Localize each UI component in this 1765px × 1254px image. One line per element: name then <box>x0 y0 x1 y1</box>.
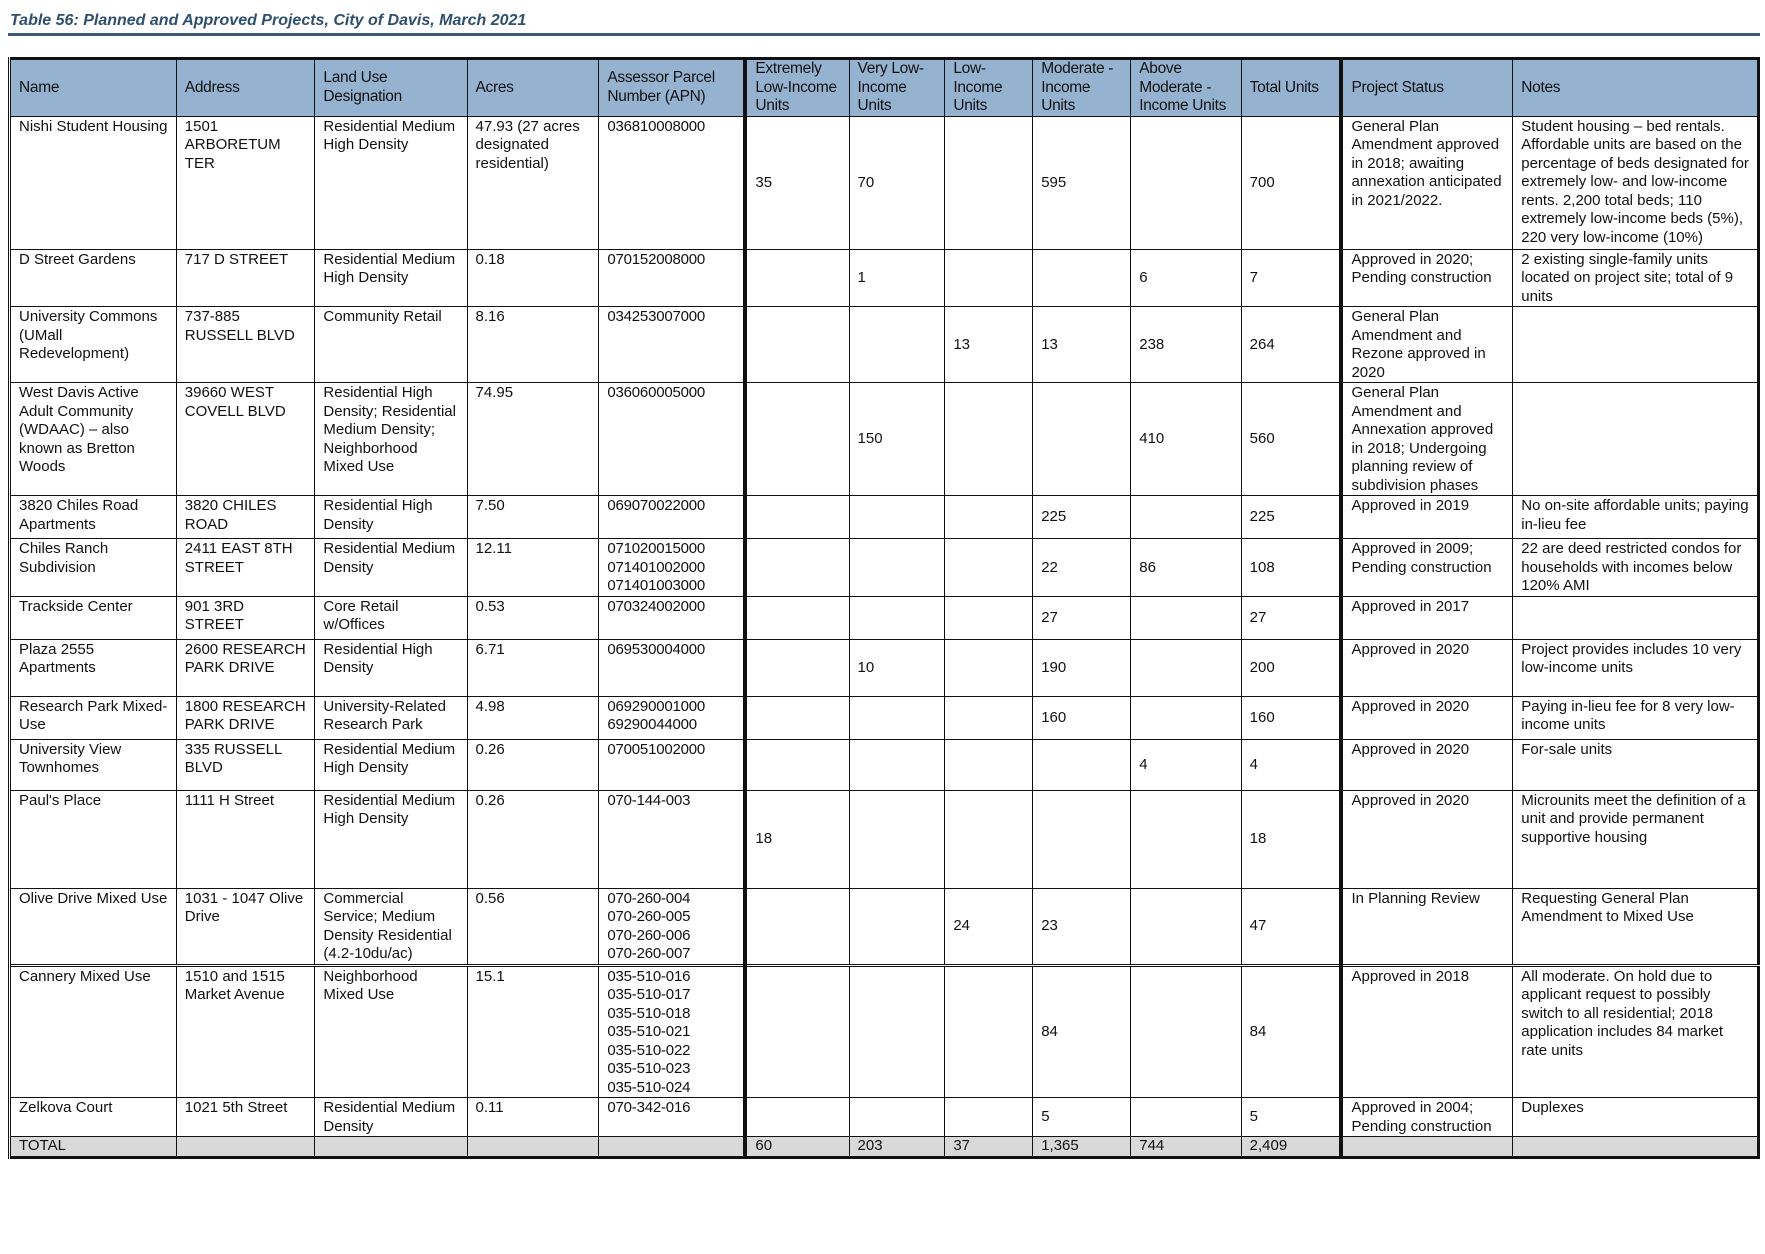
col-header-apn: Assessor Parcel Number (APN) <box>599 59 746 117</box>
col-header-acres: Acres <box>467 59 599 117</box>
cell-low <box>945 1098 1033 1137</box>
apn-value: 069290001000 <box>607 697 706 715</box>
cell-name: Paul's Place <box>10 790 177 888</box>
cell-name: Plaza 2555 Apartments <box>10 639 177 696</box>
cell-address: 2411 EAST 8TH STREET <box>176 539 315 597</box>
cell-address: 1021 5th Street <box>176 1098 315 1137</box>
cell-extremely-low <box>745 307 849 383</box>
cell-address: 901 3RD STREET <box>176 596 315 639</box>
cell-status: Approved in 2020 <box>1341 790 1512 888</box>
cell-very-low: 150 <box>849 383 945 496</box>
table-row <box>10 965 1759 1098</box>
cell-land-use: Neighborhood Mixed Use <box>315 965 467 1098</box>
total-label: TOTAL <box>10 1137 177 1158</box>
total-empty-cell <box>315 1137 467 1158</box>
cell-very-low <box>849 496 945 539</box>
col-header-name: Name <box>10 59 177 117</box>
cell-notes: 22 are deed restricted condos for households with incomes below 120% AMI <box>1513 539 1759 597</box>
cell-moderate: 190 <box>1033 639 1131 696</box>
apn-value: 070-260-005 <box>607 908 691 925</box>
col-header-address: Address <box>176 59 315 117</box>
cell-name: Chiles Ranch Subdivision <box>10 539 177 597</box>
cell-moderate: 5 <box>1033 1098 1131 1137</box>
cell-low <box>945 965 1033 1098</box>
cell-status: General Plan Amendment approved in 2018; awaiting annexation anticipated in 2021/2022. <box>1341 116 1512 249</box>
cell-extremely-low <box>745 639 849 696</box>
cell-apn <box>599 496 746 539</box>
apn-value: 070-260-007 <box>607 945 691 962</box>
cell-extremely-low <box>745 965 849 1098</box>
cell-very-low: 70 <box>849 116 945 249</box>
cell-address: 1111 H Street <box>176 790 315 888</box>
cell-name: Research Park Mixed-Use <box>10 696 177 739</box>
table-row <box>10 307 1759 383</box>
cell-status: Approved in 2020 <box>1341 639 1512 696</box>
apn-value: 035-510-016 <box>607 967 691 985</box>
apn-value: 071020015000 <box>607 540 706 557</box>
cell-moderate: 27 <box>1033 596 1131 639</box>
cell-apn <box>599 696 746 739</box>
cell-name: West Davis Active Adult Community (WDAAC) – also known as Bretton Woods <box>10 383 177 496</box>
apn-value: 035-510-023 <box>607 1060 691 1077</box>
cell-very-low <box>849 888 945 965</box>
cell-land-use: Residential High Density <box>315 496 467 539</box>
cell-apn <box>599 539 746 597</box>
apn-value: 069530004000 <box>607 640 706 658</box>
cell-above-moderate <box>1131 496 1241 539</box>
apn-value: 070-342-016 <box>607 1099 691 1116</box>
cell-land-use: Residential Medium High Density <box>315 739 467 790</box>
cell-low: 13 <box>945 307 1033 383</box>
cell-land-use: Core Retail w/Offices <box>315 596 467 639</box>
cell-moderate: 84 <box>1033 965 1131 1098</box>
cell-status: Approved in 2020 <box>1341 696 1512 739</box>
cell-moderate <box>1033 249 1131 307</box>
cell-total: 84 <box>1241 965 1341 1098</box>
cell-land-use: Residential Medium High Density <box>315 790 467 888</box>
cell-extremely-low <box>745 383 849 496</box>
cell-apn <box>599 383 746 496</box>
cell-land-use: University-Related Research Park <box>315 696 467 739</box>
cell-apn <box>599 965 746 1098</box>
cell-name: Cannery Mixed Use <box>10 965 177 1098</box>
apn-value: 035-510-017 <box>607 986 691 1003</box>
cell-moderate <box>1033 383 1131 496</box>
apn-value: 035-510-024 <box>607 1078 691 1096</box>
col-header-total: Total Units <box>1241 59 1341 117</box>
total-empty-cell <box>1513 1137 1759 1158</box>
cell-low <box>945 639 1033 696</box>
cell-notes <box>1513 307 1759 383</box>
cell-extremely-low <box>745 496 849 539</box>
table-row <box>10 116 1759 249</box>
cell-name: Trackside Center <box>10 596 177 639</box>
cell-land-use: Community Retail <box>315 307 467 383</box>
cell-above-moderate: 4 <box>1131 739 1241 790</box>
cell-acres: 8.16 <box>467 307 599 383</box>
cell-low <box>945 739 1033 790</box>
cell-apn <box>599 1098 746 1137</box>
cell-very-low <box>849 307 945 383</box>
cell-very-low <box>849 539 945 597</box>
cell-very-low <box>849 1098 945 1137</box>
total-empty-cell <box>599 1137 746 1158</box>
cell-low <box>945 539 1033 597</box>
apn-value: 070324002000 <box>607 597 706 615</box>
cell-address: 1501 ARBORETUM TER <box>176 116 315 249</box>
cell-very-low <box>849 965 945 1098</box>
total-moderate: 1,365 <box>1033 1137 1131 1158</box>
cell-low <box>945 696 1033 739</box>
projects-table <box>8 57 1760 1159</box>
cell-status: In Planning Review <box>1341 888 1512 965</box>
cell-status: Approved in 2004; Pending construction <box>1341 1098 1512 1137</box>
cell-above-moderate <box>1131 965 1241 1098</box>
table-row <box>10 790 1759 888</box>
cell-very-low <box>849 739 945 790</box>
cell-status: Approved in 2020; Pending construction <box>1341 249 1512 307</box>
cell-land-use: Residential Medium Density <box>315 539 467 597</box>
apn-value: 070152008000 <box>607 250 706 268</box>
table-row <box>10 639 1759 696</box>
col-header-above-moderate: Above Moderate - Income Units <box>1131 59 1241 117</box>
cell-extremely-low <box>745 888 849 965</box>
cell-acres: 47.93 (27 acres designated residential) <box>467 116 599 249</box>
cell-notes: Microunits meet the definition of a unit and provide permanent supportive housing <box>1513 790 1759 888</box>
cell-notes: 2 existing single-family units located on project site; total of 9 units <box>1513 249 1759 307</box>
cell-above-moderate <box>1131 596 1241 639</box>
cell-above-moderate <box>1131 888 1241 965</box>
apn-value: 036060005000 <box>607 384 706 401</box>
cell-above-moderate: 6 <box>1131 249 1241 307</box>
cell-address: 335 RUSSELL BLVD <box>176 739 315 790</box>
cell-apn <box>599 596 746 639</box>
cell-address: 3820 CHILES ROAD <box>176 496 315 539</box>
cell-above-moderate <box>1131 116 1241 249</box>
cell-apn <box>599 307 746 383</box>
cell-address: 737-885 RUSSELL BLVD <box>176 307 315 383</box>
cell-low: 24 <box>945 888 1033 965</box>
title-rule <box>8 33 1760 36</box>
total-units: 2,409 <box>1241 1137 1341 1158</box>
cell-acres: 0.26 <box>467 739 599 790</box>
cell-address: 1031 - 1047 Olive Drive <box>176 888 315 965</box>
cell-address: 2600 RESEARCH PARK DRIVE <box>176 639 315 696</box>
cell-address: 717 D STREET <box>176 249 315 307</box>
cell-status: Approved in 2017 <box>1341 596 1512 639</box>
cell-notes: All moderate. On hold due to applicant request to possibly switch to all residential; 2018 application includes 84 market rate units <box>1513 965 1759 1098</box>
cell-extremely-low <box>745 249 849 307</box>
cell-land-use: Commercial Service; Medium Density Residential (4.2-10du/ac) <box>315 888 467 965</box>
cell-apn <box>599 249 746 307</box>
cell-total: 27 <box>1241 596 1341 639</box>
table-row <box>10 539 1759 597</box>
cell-very-low: 1 <box>849 249 945 307</box>
total-empty-cell <box>176 1137 315 1158</box>
col-header-low: Low-Income Units <box>945 59 1033 117</box>
cell-acres: 0.53 <box>467 596 599 639</box>
col-header-notes: Notes <box>1513 59 1759 117</box>
cell-status: Approved in 2020 <box>1341 739 1512 790</box>
cell-apn <box>599 639 746 696</box>
cell-address: 1510 and 1515 Market Avenue <box>176 965 315 1098</box>
apn-value: 071401002000 <box>607 558 706 576</box>
cell-above-moderate: 86 <box>1131 539 1241 597</box>
cell-notes: For-sale units <box>1513 739 1759 790</box>
cell-extremely-low <box>745 596 849 639</box>
cell-total: 560 <box>1241 383 1341 496</box>
table-row <box>10 696 1759 739</box>
cell-extremely-low: 18 <box>745 790 849 888</box>
apn-value: 070-260-006 <box>607 926 691 944</box>
total-very-low: 203 <box>849 1137 945 1158</box>
cell-land-use: Residential Medium Density <box>315 1098 467 1137</box>
cell-land-use: Residential High Density; Residential Medium Density; Neighborhood Mixed Use <box>315 383 467 496</box>
table-title: Table 56: Planned and Approved Projects, City of Davis, March 2021 <box>10 12 527 29</box>
cell-apn <box>599 116 746 249</box>
total-row <box>10 1137 1759 1158</box>
cell-address: 39660 WEST COVELL BLVD <box>176 383 315 496</box>
cell-apn <box>599 790 746 888</box>
cell-extremely-low <box>745 539 849 597</box>
cell-total: 47 <box>1241 888 1341 965</box>
apn-value: 070-144-003 <box>607 791 691 809</box>
col-header-land-use: Land Use Designation <box>315 59 467 117</box>
cell-notes <box>1513 596 1759 639</box>
cell-moderate <box>1033 790 1131 888</box>
cell-name: D Street Gardens <box>10 249 177 307</box>
cell-acres: 0.26 <box>467 790 599 888</box>
cell-total: 160 <box>1241 696 1341 739</box>
cell-low <box>945 383 1033 496</box>
total-extremely-low: 60 <box>745 1137 849 1158</box>
apn-value: 070051002000 <box>607 740 706 758</box>
table-row <box>10 496 1759 539</box>
cell-total: 18 <box>1241 790 1341 888</box>
cell-moderate: 160 <box>1033 696 1131 739</box>
cell-moderate: 13 <box>1033 307 1131 383</box>
table-row <box>10 739 1759 790</box>
cell-total: 108 <box>1241 539 1341 597</box>
col-header-extremely-low: Extremely Low-Income Units <box>745 59 849 117</box>
cell-status: General Plan Amendment and Rezone approved in 2020 <box>1341 307 1512 383</box>
cell-very-low <box>849 790 945 888</box>
cell-acres: 0.56 <box>467 888 599 965</box>
cell-very-low <box>849 596 945 639</box>
col-header-status: Project Status <box>1341 59 1512 117</box>
cell-notes: Paying in-lieu fee for 8 very low-income units <box>1513 696 1759 739</box>
apn-value: 034253007000 <box>607 308 706 325</box>
cell-status: Approved in 2009; Pending construction <box>1341 539 1512 597</box>
cell-acres: 74.95 <box>467 383 599 496</box>
apn-value: 070-260-004 <box>607 889 691 907</box>
cell-acres: 0.18 <box>467 249 599 307</box>
cell-notes: Project provides includes 10 very low-income units <box>1513 639 1759 696</box>
apn-value: 035-510-018 <box>607 1004 691 1022</box>
cell-acres: 15.1 <box>467 965 599 1098</box>
cell-total: 264 <box>1241 307 1341 383</box>
table-row <box>10 888 1759 965</box>
cell-notes <box>1513 383 1759 496</box>
cell-total: 5 <box>1241 1098 1341 1137</box>
header-row <box>10 59 1759 117</box>
apn-value: 036810008000 <box>607 117 706 135</box>
cell-acres: 7.50 <box>467 496 599 539</box>
cell-status: General Plan Amendment and Annexation approved in 2018; Undergoing planning review of subdivision phases <box>1341 383 1512 496</box>
table-row <box>10 249 1759 307</box>
cell-apn <box>599 888 746 965</box>
cell-low <box>945 116 1033 249</box>
cell-notes: Student housing – bed rentals. Affordable units are based on the percentage of beds designated for extremely low- and low-income rents. 2,200 total beds; 110 extremely low-income beds (5%), 220 very low-income (10%) <box>1513 116 1759 249</box>
cell-name: Olive Drive Mixed Use <box>10 888 177 965</box>
total-above-moderate: 744 <box>1131 1137 1241 1158</box>
cell-name: Zelkova Court <box>10 1098 177 1137</box>
cell-name: University View Townhomes <box>10 739 177 790</box>
cell-acres: 12.11 <box>467 539 599 597</box>
apn-value: 035-510-021 <box>607 1023 691 1040</box>
cell-above-moderate <box>1131 790 1241 888</box>
cell-land-use: Residential Medium High Density <box>315 116 467 249</box>
cell-extremely-low: 35 <box>745 116 849 249</box>
cell-moderate: 595 <box>1033 116 1131 249</box>
table-row <box>10 596 1759 639</box>
col-header-very-low: Very Low-Income Units <box>849 59 945 117</box>
cell-total: 7 <box>1241 249 1341 307</box>
cell-extremely-low <box>745 696 849 739</box>
cell-extremely-low <box>745 739 849 790</box>
cell-low <box>945 596 1033 639</box>
cell-total: 225 <box>1241 496 1341 539</box>
cell-name: University Commons (UMall Redevelopment) <box>10 307 177 383</box>
cell-above-moderate: 410 <box>1131 383 1241 496</box>
cell-name: 3820 Chiles Road Apartments <box>10 496 177 539</box>
cell-address: 1800 RESEARCH PARK DRIVE <box>176 696 315 739</box>
cell-above-moderate: 238 <box>1131 307 1241 383</box>
apn-value: 069070022000 <box>607 497 706 514</box>
total-empty-cell <box>1341 1137 1512 1158</box>
cell-low <box>945 249 1033 307</box>
cell-notes: Duplexes <box>1513 1098 1759 1137</box>
cell-above-moderate <box>1131 1098 1241 1137</box>
cell-very-low: 10 <box>849 639 945 696</box>
cell-extremely-low <box>745 1098 849 1137</box>
cell-moderate: 225 <box>1033 496 1131 539</box>
cell-very-low <box>849 696 945 739</box>
cell-status: Approved in 2018 <box>1341 965 1512 1098</box>
table-row <box>10 383 1759 496</box>
cell-moderate: 22 <box>1033 539 1131 597</box>
cell-name: Nishi Student Housing <box>10 116 177 249</box>
cell-land-use: Residential Medium High Density <box>315 249 467 307</box>
cell-above-moderate <box>1131 696 1241 739</box>
cell-moderate: 23 <box>1033 888 1131 965</box>
cell-moderate <box>1033 739 1131 790</box>
table-row <box>10 1098 1759 1137</box>
cell-acres: 0.11 <box>467 1098 599 1137</box>
cell-acres: 4.98 <box>467 696 599 739</box>
cell-acres: 6.71 <box>467 639 599 696</box>
col-header-moderate: Moderate - Income Units <box>1033 59 1131 117</box>
apn-value: 071401003000 <box>607 577 706 594</box>
cell-above-moderate <box>1131 639 1241 696</box>
cell-apn <box>599 739 746 790</box>
cell-total: 700 <box>1241 116 1341 249</box>
cell-total: 4 <box>1241 739 1341 790</box>
cell-total: 200 <box>1241 639 1341 696</box>
total-low: 37 <box>945 1137 1033 1158</box>
cell-low <box>945 790 1033 888</box>
cell-notes: Requesting General Plan Amendment to Mixed Use <box>1513 888 1759 965</box>
total-empty-cell <box>467 1137 599 1158</box>
apn-value: 035-510-022 <box>607 1041 691 1059</box>
cell-status: Approved in 2019 <box>1341 496 1512 539</box>
apn-value: 69290044000 <box>607 716 697 733</box>
cell-low <box>945 496 1033 539</box>
cell-land-use: Residential High Density <box>315 639 467 696</box>
cell-notes: No on-site affordable units; paying in-lieu fee <box>1513 496 1759 539</box>
